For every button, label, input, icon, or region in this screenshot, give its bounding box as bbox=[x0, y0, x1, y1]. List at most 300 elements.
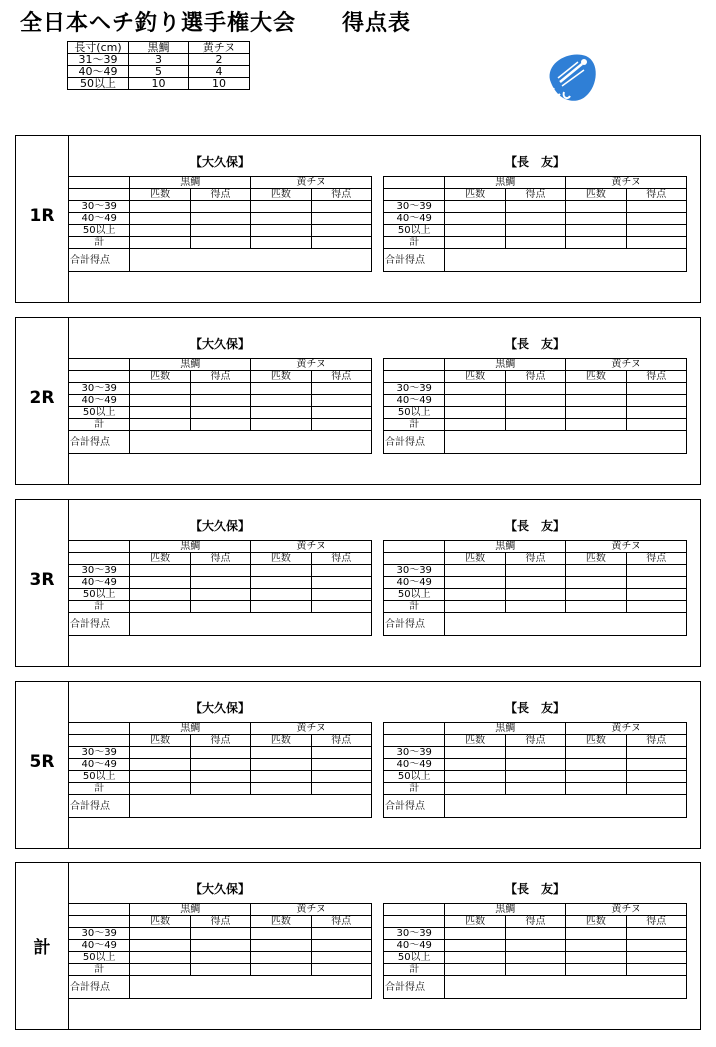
score-cell[interactable] bbox=[626, 565, 686, 577]
score-cell[interactable] bbox=[626, 577, 686, 589]
score-cell[interactable] bbox=[566, 771, 626, 783]
score-cell[interactable] bbox=[311, 213, 371, 225]
total-points-cell[interactable] bbox=[445, 976, 687, 999]
score-cell[interactable] bbox=[445, 237, 505, 249]
score-cell[interactable] bbox=[445, 952, 505, 964]
score-cell[interactable] bbox=[626, 225, 686, 237]
legend-row bbox=[68, 54, 250, 66]
score-cell[interactable] bbox=[251, 928, 311, 940]
player-name: 【長 友】 bbox=[504, 155, 565, 169]
score-cell[interactable] bbox=[566, 213, 626, 225]
corner-cell bbox=[69, 735, 130, 747]
score-cell[interactable] bbox=[130, 952, 190, 964]
score-cell[interactable] bbox=[251, 771, 311, 783]
points-header: 得点 bbox=[311, 735, 371, 747]
score-row bbox=[384, 771, 687, 783]
score-cell[interactable] bbox=[505, 407, 565, 419]
score-cell[interactable] bbox=[566, 928, 626, 940]
score-cell[interactable] bbox=[190, 940, 250, 952]
score-table bbox=[383, 358, 687, 454]
score-cell[interactable] bbox=[251, 783, 311, 795]
score-row bbox=[69, 928, 372, 940]
legend-cell: 4 bbox=[189, 66, 250, 78]
score-cell[interactable] bbox=[190, 395, 250, 407]
black-header: 黒鯛 bbox=[445, 177, 566, 189]
score-cell[interactable] bbox=[251, 213, 311, 225]
score-row bbox=[384, 747, 687, 759]
size-label: 40～49 bbox=[384, 577, 445, 589]
round-section bbox=[15, 862, 701, 1030]
score-cell[interactable] bbox=[311, 759, 371, 771]
score-cell[interactable] bbox=[505, 237, 565, 249]
score-cell[interactable] bbox=[626, 407, 686, 419]
score-row bbox=[384, 395, 687, 407]
score-cell[interactable] bbox=[130, 940, 190, 952]
score-cell[interactable] bbox=[311, 407, 371, 419]
score-cell[interactable] bbox=[626, 213, 686, 225]
corner-cell bbox=[384, 371, 445, 383]
score-cell[interactable] bbox=[251, 419, 311, 431]
score-row bbox=[384, 940, 687, 952]
score-header-row bbox=[384, 541, 687, 553]
size-label: 計 bbox=[384, 783, 445, 795]
score-cell[interactable] bbox=[311, 419, 371, 431]
total-points-cell[interactable] bbox=[130, 249, 372, 272]
yellow-header: 黄チヌ bbox=[251, 541, 372, 553]
total-points-cell[interactable] bbox=[130, 976, 372, 999]
player-name: 【長 友】 bbox=[504, 519, 565, 533]
score-subheader-row bbox=[384, 916, 687, 928]
score-cell[interactable] bbox=[311, 747, 371, 759]
score-cell[interactable] bbox=[251, 940, 311, 952]
points-header: 得点 bbox=[626, 916, 686, 928]
score-subheader-row bbox=[69, 553, 372, 565]
score-cell[interactable] bbox=[311, 237, 371, 249]
score-cell[interactable] bbox=[566, 201, 626, 213]
page-title: 全日本ヘチ釣り選手権大会 得点表 bbox=[20, 11, 412, 36]
score-cell[interactable] bbox=[566, 419, 626, 431]
score-cell[interactable] bbox=[505, 225, 565, 237]
count-header: 匹数 bbox=[251, 735, 311, 747]
score-cell[interactable] bbox=[445, 771, 505, 783]
score-cell[interactable] bbox=[311, 225, 371, 237]
score-cell[interactable] bbox=[566, 783, 626, 795]
score-cell[interactable] bbox=[445, 747, 505, 759]
score-cell[interactable] bbox=[130, 565, 190, 577]
size-label: 計 bbox=[69, 783, 130, 795]
total-row bbox=[384, 976, 687, 999]
total-row bbox=[384, 431, 687, 454]
total-points-cell[interactable] bbox=[445, 249, 687, 272]
yellow-header: 黄チヌ bbox=[251, 177, 372, 189]
size-label: 40～49 bbox=[384, 940, 445, 952]
total-row bbox=[69, 249, 372, 272]
score-cell[interactable] bbox=[190, 419, 250, 431]
points-header: 得点 bbox=[190, 916, 250, 928]
size-label: 30～39 bbox=[69, 565, 130, 577]
legend-cell: 31～39 bbox=[68, 54, 129, 66]
round-label: 5R bbox=[29, 752, 55, 772]
score-table bbox=[68, 903, 372, 999]
score-cell[interactable] bbox=[566, 589, 626, 601]
score-cell[interactable] bbox=[505, 577, 565, 589]
score-cell[interactable] bbox=[505, 395, 565, 407]
score-cell[interactable] bbox=[130, 759, 190, 771]
score-cell[interactable] bbox=[311, 771, 371, 783]
score-cell[interactable] bbox=[190, 201, 250, 213]
score-cell[interactable] bbox=[445, 601, 505, 613]
total-points-cell[interactable] bbox=[130, 613, 372, 636]
score-row bbox=[69, 577, 372, 589]
black-header: 黒鯛 bbox=[445, 359, 566, 371]
score-cell[interactable] bbox=[445, 589, 505, 601]
score-cell[interactable] bbox=[626, 201, 686, 213]
score-cell[interactable] bbox=[311, 383, 371, 395]
score-cell[interactable] bbox=[130, 771, 190, 783]
score-cell[interactable] bbox=[130, 928, 190, 940]
score-row bbox=[69, 964, 372, 976]
size-label: 50以上 bbox=[69, 589, 130, 601]
score-cell[interactable] bbox=[445, 783, 505, 795]
score-cell[interactable] bbox=[251, 589, 311, 601]
score-cell[interactable] bbox=[505, 589, 565, 601]
score-cell[interactable] bbox=[505, 964, 565, 976]
count-header: 匹数 bbox=[251, 553, 311, 565]
score-cell[interactable] bbox=[311, 964, 371, 976]
score-cell[interactable] bbox=[505, 783, 565, 795]
score-cell[interactable] bbox=[626, 952, 686, 964]
score-cell[interactable] bbox=[566, 577, 626, 589]
score-header-row bbox=[69, 359, 372, 371]
score-row bbox=[384, 213, 687, 225]
count-header: 匹数 bbox=[251, 189, 311, 201]
black-header: 黒鯛 bbox=[130, 541, 251, 553]
score-cell[interactable] bbox=[566, 237, 626, 249]
score-cell[interactable] bbox=[505, 928, 565, 940]
score-cell[interactable] bbox=[445, 759, 505, 771]
score-cell[interactable] bbox=[505, 419, 565, 431]
score-subheader-row bbox=[69, 189, 372, 201]
score-cell[interactable] bbox=[626, 383, 686, 395]
corner-cell bbox=[384, 359, 445, 371]
yellow-header: 黄チヌ bbox=[251, 723, 372, 735]
size-label: 計 bbox=[384, 237, 445, 249]
legend-cell: 50以上 bbox=[68, 78, 129, 90]
score-cell[interactable] bbox=[505, 201, 565, 213]
score-cell[interactable] bbox=[566, 565, 626, 577]
score-cell[interactable] bbox=[130, 577, 190, 589]
corner-cell bbox=[384, 723, 445, 735]
yellow-header: 黄チヌ bbox=[251, 359, 372, 371]
score-cell[interactable] bbox=[311, 201, 371, 213]
score-cell[interactable] bbox=[445, 225, 505, 237]
score-cell[interactable] bbox=[505, 759, 565, 771]
score-table bbox=[68, 358, 372, 454]
score-row bbox=[69, 225, 372, 237]
score-row bbox=[384, 601, 687, 613]
score-subheader-row bbox=[384, 189, 687, 201]
score-cell[interactable] bbox=[251, 237, 311, 249]
score-cell[interactable] bbox=[130, 601, 190, 613]
score-cell[interactable] bbox=[626, 771, 686, 783]
score-cell[interactable] bbox=[445, 940, 505, 952]
score-cell[interactable] bbox=[505, 213, 565, 225]
size-label: 計 bbox=[69, 419, 130, 431]
score-cell[interactable] bbox=[251, 395, 311, 407]
score-cell[interactable] bbox=[311, 577, 371, 589]
corner-cell bbox=[69, 723, 130, 735]
score-cell[interactable] bbox=[251, 407, 311, 419]
count-header: 匹数 bbox=[445, 916, 505, 928]
score-cell[interactable] bbox=[505, 383, 565, 395]
score-cell[interactable] bbox=[626, 747, 686, 759]
score-cell[interactable] bbox=[190, 771, 250, 783]
corner-cell bbox=[69, 371, 130, 383]
score-cell[interactable] bbox=[311, 940, 371, 952]
score-header-row bbox=[384, 723, 687, 735]
score-cell[interactable] bbox=[445, 419, 505, 431]
score-cell[interactable] bbox=[626, 419, 686, 431]
score-cell[interactable] bbox=[190, 964, 250, 976]
score-cell[interactable] bbox=[130, 964, 190, 976]
total-points-label: 合計得点 bbox=[384, 431, 445, 454]
score-cell[interactable] bbox=[190, 213, 250, 225]
score-header-row bbox=[69, 904, 372, 916]
score-cell[interactable] bbox=[130, 395, 190, 407]
size-label: 計 bbox=[384, 419, 445, 431]
score-cell[interactable] bbox=[445, 407, 505, 419]
score-cell[interactable] bbox=[311, 565, 371, 577]
size-label: 40～49 bbox=[69, 213, 130, 225]
score-header-row bbox=[69, 177, 372, 189]
black-header: 黒鯛 bbox=[130, 359, 251, 371]
score-cell[interactable] bbox=[505, 601, 565, 613]
score-cell[interactable] bbox=[445, 201, 505, 213]
score-cell[interactable] bbox=[566, 952, 626, 964]
count-header: 匹数 bbox=[566, 189, 626, 201]
total-points-cell[interactable] bbox=[130, 431, 372, 454]
score-cell[interactable] bbox=[130, 747, 190, 759]
score-row bbox=[69, 589, 372, 601]
score-cell[interactable] bbox=[190, 577, 250, 589]
total-points-cell[interactable] bbox=[445, 613, 687, 636]
score-cell[interactable] bbox=[251, 383, 311, 395]
points-header: 得点 bbox=[190, 553, 250, 565]
score-cell[interactable] bbox=[445, 383, 505, 395]
size-label: 30～39 bbox=[69, 201, 130, 213]
score-cell[interactable] bbox=[566, 395, 626, 407]
score-cell[interactable] bbox=[445, 928, 505, 940]
score-cell[interactable] bbox=[190, 952, 250, 964]
score-cell[interactable] bbox=[130, 213, 190, 225]
corner-cell bbox=[384, 553, 445, 565]
score-cell[interactable] bbox=[566, 601, 626, 613]
score-cell[interactable] bbox=[505, 771, 565, 783]
score-table bbox=[68, 176, 372, 272]
score-cell[interactable] bbox=[130, 783, 190, 795]
score-cell[interactable] bbox=[190, 783, 250, 795]
count-header: 匹数 bbox=[130, 189, 190, 201]
score-cell[interactable] bbox=[566, 940, 626, 952]
score-cell[interactable] bbox=[251, 747, 311, 759]
score-cell[interactable] bbox=[311, 928, 371, 940]
size-label: 40～49 bbox=[69, 395, 130, 407]
score-cell[interactable] bbox=[626, 589, 686, 601]
score-cell[interactable] bbox=[130, 237, 190, 249]
score-cell[interactable] bbox=[626, 601, 686, 613]
score-cell[interactable] bbox=[251, 759, 311, 771]
size-label: 50以上 bbox=[69, 407, 130, 419]
yellow-header: 黄チヌ bbox=[566, 177, 687, 189]
corner-cell bbox=[69, 553, 130, 565]
yellow-header: 黄チヌ bbox=[566, 904, 687, 916]
score-cell[interactable] bbox=[566, 407, 626, 419]
score-cell[interactable] bbox=[626, 964, 686, 976]
score-cell[interactable] bbox=[130, 589, 190, 601]
total-points-cell[interactable] bbox=[130, 795, 372, 818]
score-cell[interactable] bbox=[190, 759, 250, 771]
score-cell[interactable] bbox=[566, 964, 626, 976]
score-cell[interactable] bbox=[626, 783, 686, 795]
score-cell[interactable] bbox=[251, 601, 311, 613]
corner-cell bbox=[69, 189, 130, 201]
score-row bbox=[384, 759, 687, 771]
size-label: 30～39 bbox=[69, 383, 130, 395]
black-header: 黒鯛 bbox=[130, 904, 251, 916]
score-cell[interactable] bbox=[251, 964, 311, 976]
score-cell[interactable] bbox=[626, 928, 686, 940]
score-cell[interactable] bbox=[130, 407, 190, 419]
score-cell[interactable] bbox=[505, 940, 565, 952]
score-subheader-row bbox=[384, 735, 687, 747]
player-name: 【大久保】 bbox=[189, 155, 250, 169]
size-label: 40～49 bbox=[69, 759, 130, 771]
score-cell[interactable] bbox=[311, 395, 371, 407]
corner-cell bbox=[69, 904, 130, 916]
score-row bbox=[384, 589, 687, 601]
round-section bbox=[15, 681, 701, 849]
black-header: 黒鯛 bbox=[445, 904, 566, 916]
score-cell[interactable] bbox=[445, 213, 505, 225]
size-label: 50以上 bbox=[69, 225, 130, 237]
black-header: 黒鯛 bbox=[130, 723, 251, 735]
round-section bbox=[15, 135, 701, 303]
points-header: 得点 bbox=[505, 189, 565, 201]
score-row bbox=[384, 952, 687, 964]
score-row bbox=[69, 601, 372, 613]
score-cell[interactable] bbox=[251, 201, 311, 213]
score-cell[interactable] bbox=[626, 759, 686, 771]
score-row bbox=[69, 952, 372, 964]
score-row bbox=[69, 395, 372, 407]
score-cell[interactable] bbox=[190, 383, 250, 395]
score-cell[interactable] bbox=[130, 201, 190, 213]
count-header: 匹数 bbox=[445, 553, 505, 565]
size-label: 50以上 bbox=[69, 771, 130, 783]
score-cell[interactable] bbox=[445, 565, 505, 577]
legend-cell: 3 bbox=[129, 54, 189, 66]
score-cell[interactable] bbox=[190, 237, 250, 249]
score-row bbox=[69, 419, 372, 431]
score-cell[interactable] bbox=[566, 225, 626, 237]
points-header: 得点 bbox=[311, 553, 371, 565]
player-name: 【大久保】 bbox=[189, 519, 250, 533]
score-row bbox=[384, 237, 687, 249]
round-label: 計 bbox=[33, 938, 51, 958]
score-cell[interactable] bbox=[626, 940, 686, 952]
score-cell[interactable] bbox=[190, 407, 250, 419]
score-cell[interactable] bbox=[626, 237, 686, 249]
score-cell[interactable] bbox=[311, 589, 371, 601]
size-label: 30～39 bbox=[384, 747, 445, 759]
score-cell[interactable] bbox=[626, 395, 686, 407]
score-cell[interactable] bbox=[566, 383, 626, 395]
points-header: 得点 bbox=[311, 916, 371, 928]
total-points-cell[interactable] bbox=[445, 431, 687, 454]
corner-cell bbox=[384, 735, 445, 747]
score-cell[interactable] bbox=[566, 747, 626, 759]
total-points-label: 合計得点 bbox=[69, 431, 130, 454]
score-cell[interactable] bbox=[251, 577, 311, 589]
score-cell[interactable] bbox=[190, 565, 250, 577]
score-cell[interactable] bbox=[505, 565, 565, 577]
score-cell[interactable] bbox=[445, 395, 505, 407]
score-cell[interactable] bbox=[445, 964, 505, 976]
score-cell[interactable] bbox=[505, 747, 565, 759]
score-row bbox=[384, 201, 687, 213]
points-header: 得点 bbox=[626, 371, 686, 383]
legend-row bbox=[68, 66, 250, 78]
size-label: 50以上 bbox=[384, 952, 445, 964]
total-points-label: 合計得点 bbox=[69, 613, 130, 636]
size-label: 30～39 bbox=[69, 747, 130, 759]
score-cell[interactable] bbox=[190, 928, 250, 940]
total-points-label: 合計得点 bbox=[384, 795, 445, 818]
score-cell[interactable] bbox=[130, 383, 190, 395]
score-header-row bbox=[384, 359, 687, 371]
score-cell[interactable] bbox=[190, 589, 250, 601]
score-cell[interactable] bbox=[190, 601, 250, 613]
score-cell[interactable] bbox=[445, 577, 505, 589]
score-cell[interactable] bbox=[190, 747, 250, 759]
size-label: 30～39 bbox=[69, 928, 130, 940]
score-row bbox=[384, 419, 687, 431]
score-cell[interactable] bbox=[190, 225, 250, 237]
score-cell[interactable] bbox=[566, 759, 626, 771]
score-cell[interactable] bbox=[130, 419, 190, 431]
size-label: 計 bbox=[69, 964, 130, 976]
points-header: 得点 bbox=[505, 735, 565, 747]
score-cell[interactable] bbox=[130, 225, 190, 237]
total-points-cell[interactable] bbox=[445, 795, 687, 818]
count-header: 匹数 bbox=[566, 553, 626, 565]
count-header: 匹数 bbox=[445, 189, 505, 201]
score-cell[interactable] bbox=[251, 225, 311, 237]
count-header: 匹数 bbox=[445, 371, 505, 383]
score-row bbox=[69, 383, 372, 395]
score-subheader-row bbox=[69, 916, 372, 928]
score-cell[interactable] bbox=[311, 601, 371, 613]
score-cell[interactable] bbox=[311, 783, 371, 795]
score-cell[interactable] bbox=[251, 565, 311, 577]
score-cell[interactable] bbox=[311, 952, 371, 964]
count-header: 匹数 bbox=[130, 553, 190, 565]
points-header: 得点 bbox=[505, 371, 565, 383]
total-row bbox=[384, 613, 687, 636]
score-cell[interactable] bbox=[505, 952, 565, 964]
size-label: 40～49 bbox=[69, 940, 130, 952]
score-cell[interactable] bbox=[251, 952, 311, 964]
